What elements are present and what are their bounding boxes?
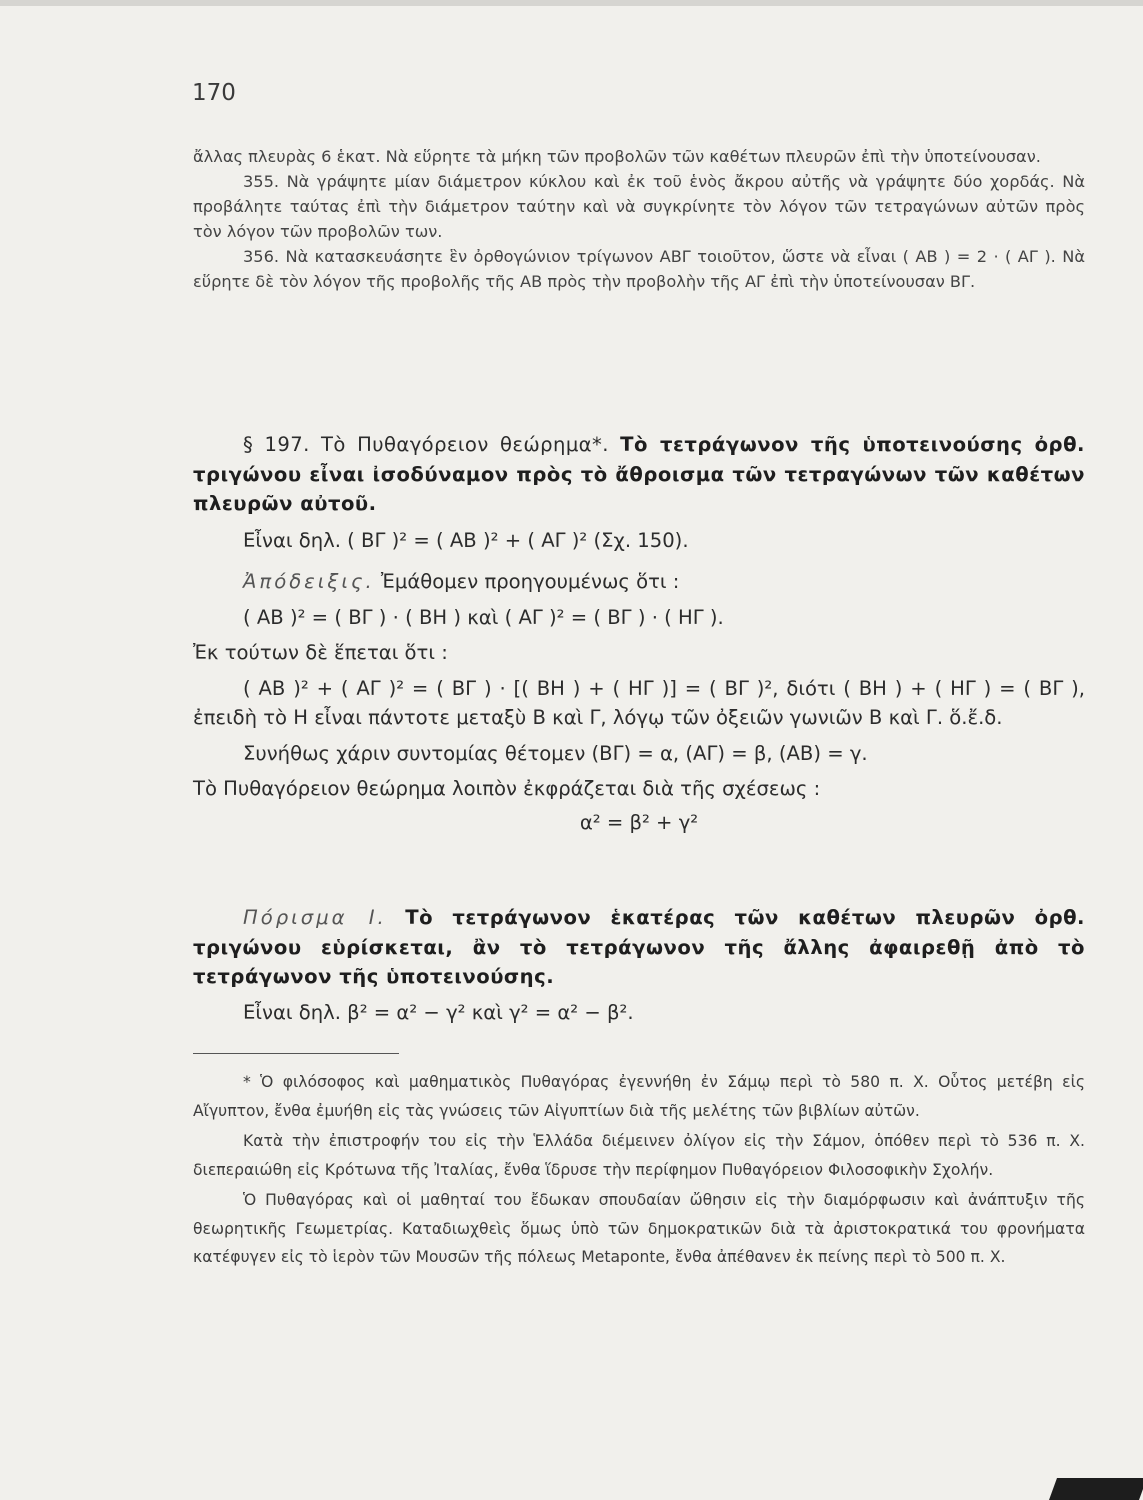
exercise-356: 356. Νὰ κατασκευάσητε ἓν ὀρθογώνιον τρίγωνον ΑΒΓ τοιοῦτον, ὥστε νὰ εἶναι ( ΑΒ ) = 2 · ( ΑΓ ). Νὰ εὕρητε δὲ τὸν λόγον τῆς προβολῆς τῆς ΑΒ πρὸς τὴν προβολὴν τῆς ΑΓ ἐπὶ τὴν ὑποτείνουσαν ΒΓ.: [193, 247, 1085, 291]
footnote-rule: [193, 1053, 399, 1054]
proof-intro: Ἐμάθομεν προηγουμένως ὅτι :: [380, 570, 680, 593]
corollary-block: [193, 903, 1085, 1027]
footnotes-block: [193, 1068, 1085, 1272]
corollary-label: Πόρισμα I.: [243, 906, 387, 929]
proof-intro-line: [193, 567, 1085, 597]
proof-label: Ἀπόδειξις.: [243, 570, 375, 593]
expression-line: Τὸ Πυθαγόρειον θεώρημα λοιπὸν ἐκφράζεται διὰ τῆς σχέσεως :: [193, 777, 821, 800]
footnote-2: Κατὰ τὴν ἐπιστροφήν του εἰς τὴν Ἑλλάδα διέμεινεν ὀλίγον εἰς τὴν Σάμον, ὁπόθεν περὶ τὸ 536 π. Χ. διεπεραιώθη εἰς Κρότωνα τῆς Ἰταλίας, ἔνθα ἵδρυσε τὴν περίφημον Πυθαγόρειον Φιλοσοφικὴν Σχολήν.: [193, 1132, 1085, 1179]
scan-margin-mark: [1049, 1478, 1143, 1500]
theorem-heading: § 197. Τὸ Πυθαγόρειον θεώρημα*.: [243, 433, 609, 456]
page-number: 170: [192, 80, 236, 106]
exercises-block: [193, 144, 1085, 294]
proof-equation-1: ( ΑΒ )² = ( ΒΓ ) · ( ΒΗ ) καὶ ( ΑΓ )² = ( ΒΓ ) · ( ΗΓ ).: [243, 605, 724, 629]
footnote-1: * Ὁ φιλόσοφος καὶ μαθηματικὸς Πυθαγόρας ἐγεννήθη ἐν Σάμῳ περὶ τὸ 580 π. Χ. Οὗτος μετέβη εἰς Αἴγυπτον, ἔνθα ἐμυήθη εἰς τὰς γνώσεις τῶν Αἰγυπτίων διὰ τῆς μελέτης τῶν βιβλίων αὐτῶν.: [193, 1073, 1085, 1120]
corollary-paragraph: [193, 903, 1085, 992]
proof-follows: Ἐκ τούτων δὲ ἕπεται ὅτι :: [193, 641, 448, 664]
pythagorean-relation: α² = β² + γ²: [579, 810, 699, 834]
notation-line: Συνήθως χάριν συντομίας θέτομεν (ΒΓ) = α, (ΑΓ) = β, (ΑΒ) = γ.: [243, 741, 868, 765]
exercise-355: 355. Νὰ γράψητε μίαν διάμετρον κύκλου καὶ ἐκ τοῦ ἑνὸς ἄκρου αὐτῆς νὰ γράψητε δύο χορδάς. Νὰ προβάλητε ταύτας ἐπὶ τὴν διάμετρον ταύτην καὶ νὰ συγκρίνητε τὸν λόγον τῶν τετραγώνων αὐτῶν πρὸς τὸν λόγον τῶν προβολῶν των.: [193, 172, 1085, 241]
theorem-block: [193, 430, 1085, 837]
theorem-formula: Εἶναι δηλ. ( ΒΓ )² = ( ΑΒ )² + ( ΑΓ )² (Σχ. 150).: [243, 528, 689, 552]
proof-equation-2: ( ΑΒ )² + ( ΑΓ )² = ( ΒΓ ) · [( ΒΗ ) + ( ΗΓ )] = ( ΒΓ )², διότι ( ΒΗ ) + ( ΗΓ ) = ( ΒΓ ), ἐπειδὴ τὸ Η εἶναι πάντοτε μεταξὺ Β καὶ Γ, λόγῳ τῶν ὀξειῶν γωνιῶν Β καὶ Γ. ὅ.ἔ.δ.: [193, 676, 1085, 729]
theorem-paragraph: [193, 430, 1085, 519]
corollary-formula: Εἶναι δηλ. β² = α² − γ² καὶ γ² = α² − β².: [243, 1000, 634, 1024]
corollary-statement: Τὸ τετράγωνον ἑκατέρας τῶν καθέτων πλευρῶν ὀρθ. τριγώνου εὑρίσκεται, ἂν τὸ τετράγωνον τῆς ἄλλης ἀφαιρεθῇ ἀπὸ τὸ τετράγωνον τῆς ὑποτεινούσης.: [193, 906, 1085, 988]
footnote-3: Ὁ Πυθαγόρας καὶ οἱ μαθηταί του ἔδωκαν σπουδαίαν ὤθησιν εἰς τὴν διαμόρφωσιν καὶ ἀνάπτυξιν τῆς θεωρητικῆς Γεωμετρίας. Καταδιωχθεὶς ὅμως ὑπὸ τῶν δημοκρατικῶν διὰ τὰ ἀριστοκρατικά του φρονήματα κατέφυγεν εἰς τὸ ἱερὸν τῶν Μουσῶν τῆς πόλεως Metaponte, ἔνθα ἀπέθανεν ἐκ πείνης περὶ τὸ 500 π. Χ.: [193, 1191, 1085, 1266]
page-top-edge: [0, 0, 1143, 6]
exercise-continuation: ἄλλας πλευρὰς 6 ἑκατ. Νὰ εὕρητε τὰ μήκη τῶν προβολῶν τῶν καθέτων πλευρῶν ἐπὶ τὴν ὑποτείνουσαν.: [193, 147, 1041, 166]
theorem-statement: Τὸ τετράγωνον τῆς ὑποτεινούσης ὀρθ. τριγώνου εἶναι ἰσοδύναμον πρὸς τὸ ἄθροισμα τῶν τετραγώνων τῶν καθέτων πλευρῶν αὐτοῦ.: [193, 433, 1085, 515]
